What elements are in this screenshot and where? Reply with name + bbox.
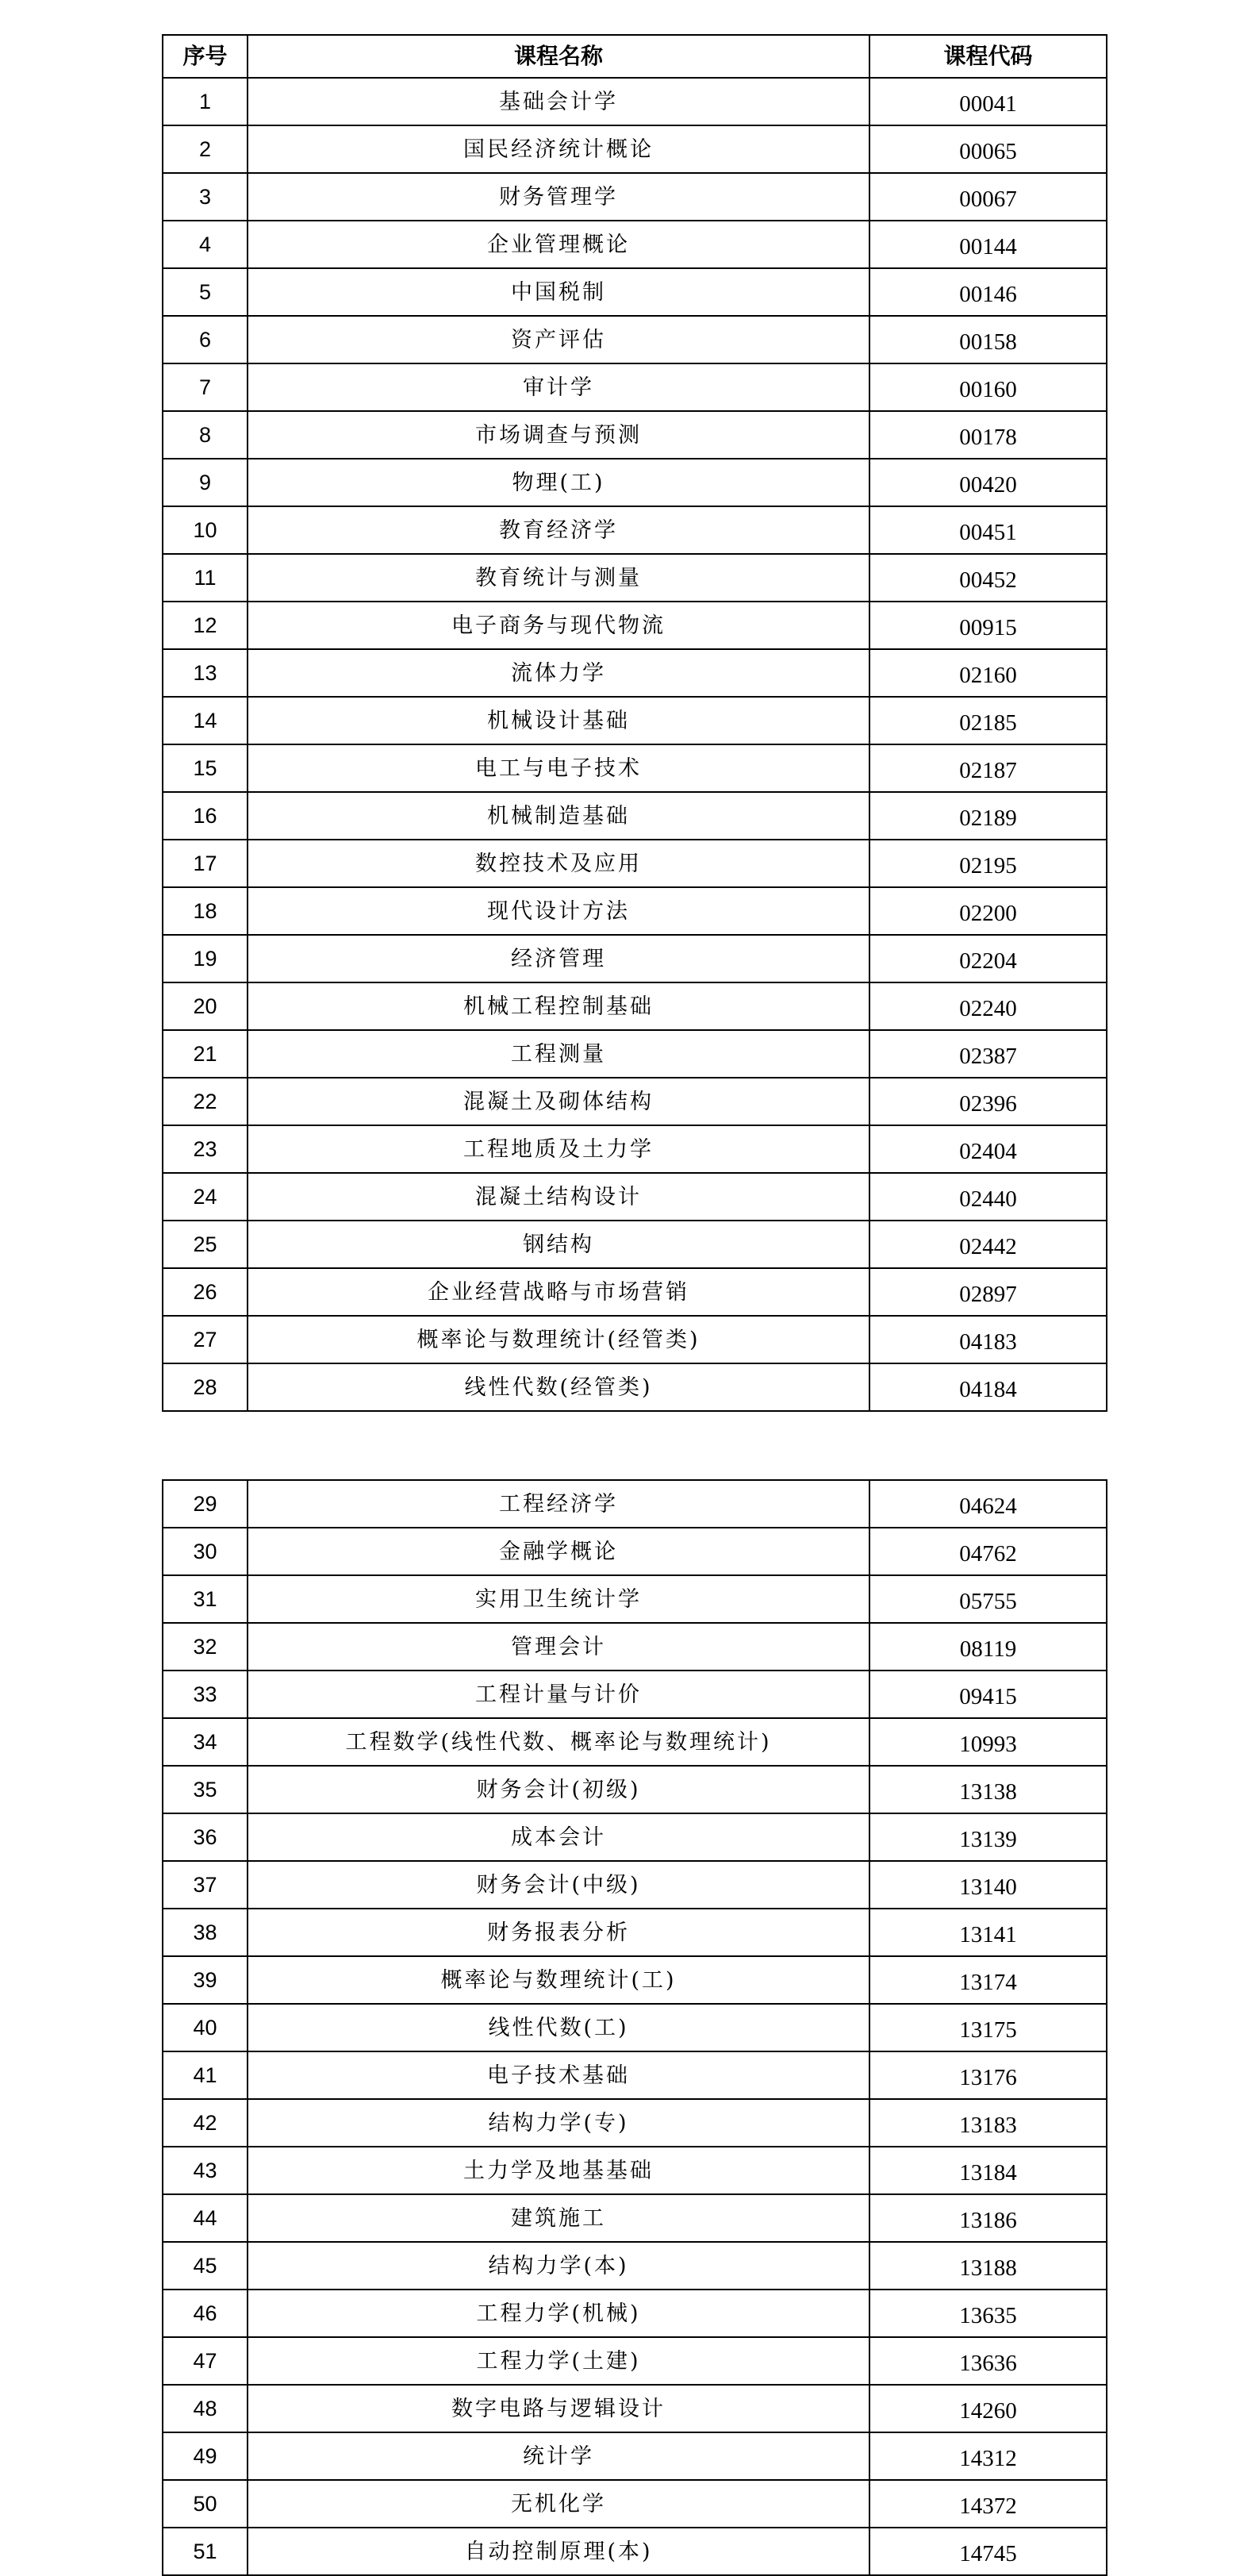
table-row [163,1078,1107,1125]
course-table-1-body [163,78,1107,1411]
row-number: 45 [163,2242,248,2290]
header-no: 序号 [163,35,248,78]
course-code: 04184 [869,1363,1107,1411]
course-name: 线性代数(工) [248,2004,869,2051]
course-name: 建筑施工 [248,2194,869,2242]
course-name: 财务报表分析 [248,1909,869,1956]
course-name: 概率论与数理统计(经管类) [248,1316,869,1363]
course-code: 04624 [869,1480,1107,1528]
row-number: 7 [163,363,248,411]
table-row [163,1221,1107,1268]
row-number: 19 [163,935,248,982]
table-row [163,1125,1107,1173]
course-name: 市场调查与预测 [248,411,869,459]
row-number: 41 [163,2051,248,2099]
course-name: 统计学 [248,2432,869,2480]
course-name: 混凝土结构设计 [248,1173,869,1221]
course-name: 电工与电子技术 [248,744,869,792]
course-code: 13175 [869,2004,1107,2051]
table-row [163,1623,1107,1671]
table-row [163,982,1107,1030]
table-row [163,2337,1107,2385]
course-code: 00067 [869,173,1107,221]
course-code: 14372 [869,2480,1107,2528]
table-row [163,1766,1107,1813]
course-code: 13635 [869,2290,1107,2337]
course-name: 混凝土及砌体结构 [248,1078,869,1125]
course-code: 13141 [869,1909,1107,1956]
course-code: 02189 [869,792,1107,840]
row-number: 36 [163,1813,248,1861]
course-name: 机械工程控制基础 [248,982,869,1030]
table-row [163,1030,1107,1078]
course-code: 00158 [869,316,1107,363]
table-row [163,649,1107,697]
row-number: 43 [163,2147,248,2194]
table-row [163,1173,1107,1221]
course-name: 概率论与数理统计(工) [248,1956,869,2004]
row-number: 35 [163,1766,248,1813]
course-name: 财务会计(初级) [248,1766,869,1813]
course-code: 00041 [869,78,1107,125]
row-number: 31 [163,1575,248,1623]
course-code: 10993 [869,1718,1107,1766]
course-name: 工程经济学 [248,1480,869,1528]
course-code: 13186 [869,2194,1107,2242]
course-code: 14260 [869,2385,1107,2432]
course-code: 00451 [869,506,1107,554]
course-name: 电子技术基础 [248,2051,869,2099]
table-row [163,78,1107,125]
table-row [163,125,1107,173]
course-code: 13140 [869,1861,1107,1909]
course-code: 00065 [869,125,1107,173]
table-row [163,363,1107,411]
table-row [163,2480,1107,2528]
course-code: 13139 [869,1813,1107,1861]
course-name: 线性代数(经管类) [248,1363,869,1411]
table-row [163,2147,1107,2194]
course-code: 02160 [869,649,1107,697]
course-name: 无机化学 [248,2480,869,2528]
course-code: 02404 [869,1125,1107,1173]
row-number: 2 [163,125,248,173]
row-number: 32 [163,1623,248,1671]
table-row [163,2290,1107,2337]
table-row [163,2099,1107,2147]
row-number: 12 [163,602,248,649]
course-name: 国民经济统计概论 [248,125,869,173]
course-code: 13176 [869,2051,1107,2099]
course-code: 02200 [869,887,1107,935]
row-number: 47 [163,2337,248,2385]
table-row [163,1861,1107,1909]
course-name: 基础会计学 [248,78,869,125]
course-code: 08119 [869,1623,1107,1671]
course-code: 14745 [869,2528,1107,2575]
course-code: 02240 [869,982,1107,1030]
table-row [163,1813,1107,1861]
row-number: 11 [163,554,248,602]
row-number: 34 [163,1718,248,1766]
table-row [163,2051,1107,2099]
row-number: 49 [163,2432,248,2480]
course-code: 13636 [869,2337,1107,2385]
table-row [163,792,1107,840]
row-number: 17 [163,840,248,887]
course-code: 00146 [869,268,1107,316]
row-number: 28 [163,1363,248,1411]
course-name: 工程力学(土建) [248,2337,869,2385]
row-number: 24 [163,1173,248,1221]
course-code: 02195 [869,840,1107,887]
course-name: 数字电路与逻辑设计 [248,2385,869,2432]
course-name: 财务管理学 [248,173,869,221]
course-table-1 [162,34,1107,1412]
table-row [163,1363,1107,1411]
table-row [163,1268,1107,1316]
row-number: 39 [163,1956,248,2004]
course-code: 02897 [869,1268,1107,1316]
table-row [163,2004,1107,2051]
course-code: 14312 [869,2432,1107,2480]
course-name: 工程数学(线性代数、概率论与数理统计) [248,1718,869,1766]
course-name: 钢结构 [248,1221,869,1268]
course-table-2 [162,1479,1107,2576]
course-code: 02396 [869,1078,1107,1125]
row-number: 26 [163,1268,248,1316]
row-number: 30 [163,1528,248,1575]
header-code: 课程代码 [869,35,1107,78]
table-row [163,316,1107,363]
course-code: 13183 [869,2099,1107,2147]
table-row [163,554,1107,602]
row-number: 38 [163,1909,248,1956]
course-name: 经济管理 [248,935,869,982]
table-row [163,221,1107,268]
row-number: 23 [163,1125,248,1173]
header-name: 课程名称 [248,35,869,78]
course-name: 现代设计方法 [248,887,869,935]
table-row [163,602,1107,649]
course-code: 04183 [869,1316,1107,1363]
row-number: 15 [163,744,248,792]
course-code: 02440 [869,1173,1107,1221]
table-row [163,1528,1107,1575]
course-code: 02185 [869,697,1107,744]
course-code: 13174 [869,1956,1107,2004]
course-code: 02204 [869,935,1107,982]
table-row [163,697,1107,744]
row-number: 10 [163,506,248,554]
course-name: 资产评估 [248,316,869,363]
course-table-2-body [163,1480,1107,2575]
table-row [163,1909,1107,1956]
course-name: 财务会计(中级) [248,1861,869,1909]
row-number: 27 [163,1316,248,1363]
course-name: 结构力学(本) [248,2242,869,2290]
header-row [163,35,1107,78]
row-number: 22 [163,1078,248,1125]
table-row [163,1671,1107,1718]
course-code: 09415 [869,1671,1107,1718]
table-row [163,2432,1107,2480]
course-name: 中国税制 [248,268,869,316]
table-row [163,2528,1107,2575]
row-number: 16 [163,792,248,840]
course-name: 结构力学(专) [248,2099,869,2147]
table-row [163,1316,1107,1363]
row-number: 8 [163,411,248,459]
course-name: 成本会计 [248,1813,869,1861]
table-row [163,1480,1107,1528]
course-name: 企业管理概论 [248,221,869,268]
course-name: 机械设计基础 [248,697,869,744]
row-number: 5 [163,268,248,316]
course-code: 00178 [869,411,1107,459]
table-row [163,1718,1107,1766]
course-code: 13184 [869,2147,1107,2194]
course-name: 审计学 [248,363,869,411]
row-number: 46 [163,2290,248,2337]
course-code: 00144 [869,221,1107,268]
table-row [163,506,1107,554]
row-number: 33 [163,1671,248,1718]
row-number: 25 [163,1221,248,1268]
course-name: 企业经营战略与市场营销 [248,1268,869,1316]
table-row [163,173,1107,221]
table-row [163,840,1107,887]
row-number: 13 [163,649,248,697]
course-name: 土力学及地基基础 [248,2147,869,2194]
course-code: 00160 [869,363,1107,411]
course-name: 电子商务与现代物流 [248,602,869,649]
course-code: 02442 [869,1221,1107,1268]
table-row [163,459,1107,506]
table-row [163,935,1107,982]
course-name: 工程地质及土力学 [248,1125,869,1173]
row-number: 44 [163,2194,248,2242]
row-number: 51 [163,2528,248,2575]
row-number: 4 [163,221,248,268]
row-number: 21 [163,1030,248,1078]
table-row [163,2194,1107,2242]
course-name: 工程测量 [248,1030,869,1078]
row-number: 9 [163,459,248,506]
row-number: 40 [163,2004,248,2051]
course-code: 02387 [869,1030,1107,1078]
table-row [163,744,1107,792]
table-row [163,2385,1107,2432]
row-number: 14 [163,697,248,744]
row-number: 20 [163,982,248,1030]
course-code: 00452 [869,554,1107,602]
table-row [163,268,1107,316]
course-code: 04762 [869,1528,1107,1575]
course-name: 流体力学 [248,649,869,697]
table-row [163,2242,1107,2290]
course-name: 实用卫生统计学 [248,1575,869,1623]
course-code: 13188 [869,2242,1107,2290]
course-code: 00915 [869,602,1107,649]
table-row [163,411,1107,459]
row-number: 29 [163,1480,248,1528]
row-number: 6 [163,316,248,363]
course-name: 工程力学(机械) [248,2290,869,2337]
row-number: 48 [163,2385,248,2432]
table-row [163,1956,1107,2004]
course-name: 数控技术及应用 [248,840,869,887]
table-row [163,1575,1107,1623]
course-name: 金融学概论 [248,1528,869,1575]
course-name: 自动控制原理(本) [248,2528,869,2575]
row-number: 18 [163,887,248,935]
course-name: 教育经济学 [248,506,869,554]
row-number: 37 [163,1861,248,1909]
table-row [163,887,1107,935]
course-name: 管理会计 [248,1623,869,1671]
course-code: 02187 [869,744,1107,792]
course-name: 物理(工) [248,459,869,506]
course-code: 05755 [869,1575,1107,1623]
row-number: 50 [163,2480,248,2528]
row-number: 42 [163,2099,248,2147]
row-number: 1 [163,78,248,125]
row-number: 3 [163,173,248,221]
course-name: 机械制造基础 [248,792,869,840]
course-code: 00420 [869,459,1107,506]
course-code: 13138 [869,1766,1107,1813]
course-name: 教育统计与测量 [248,554,869,602]
course-name: 工程计量与计价 [248,1671,869,1718]
